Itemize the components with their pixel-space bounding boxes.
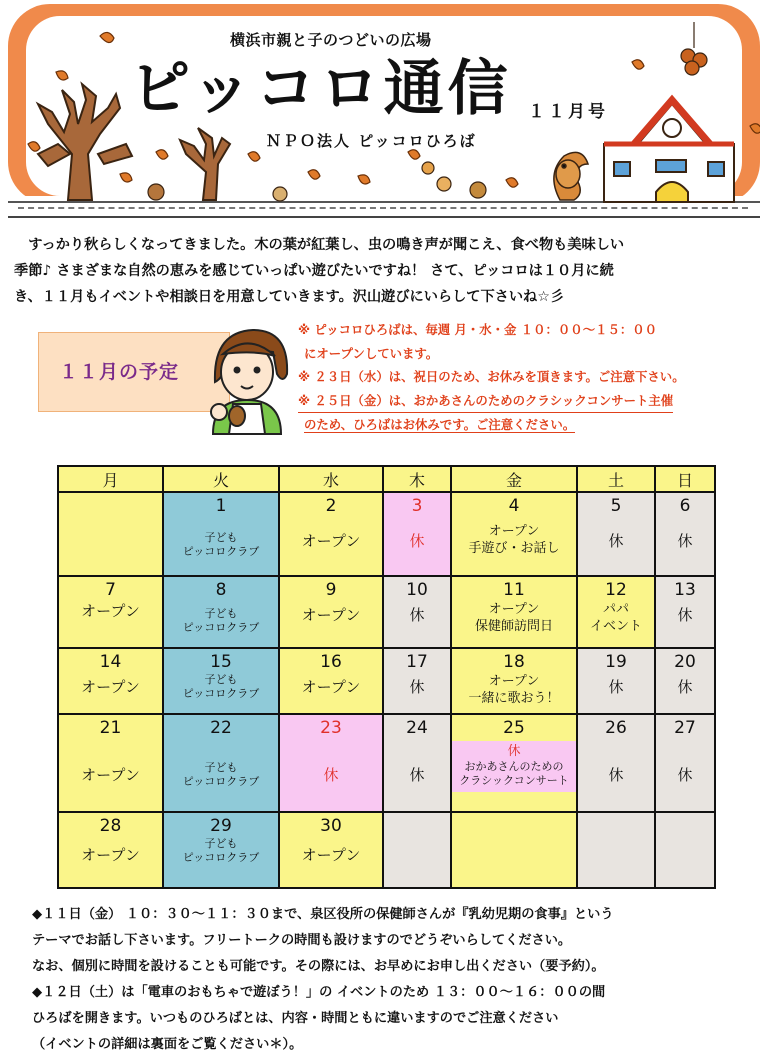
closed-label: 休 — [409, 766, 425, 784]
day-number: 20 — [674, 652, 696, 672]
calendar-cell-empty — [655, 812, 715, 888]
day-number: 6 — [679, 496, 691, 516]
calendar-cell — [279, 492, 383, 576]
calendar-cell — [383, 714, 451, 812]
open-label: オープン — [301, 846, 361, 864]
day-number: 26 — [605, 718, 627, 738]
calendar-cell — [58, 576, 163, 648]
notice-line: ※ ２３日（水）は、祝日のため、お休みを頂きます。ご注意下さい。 — [298, 369, 685, 384]
notice-line: ※ ２５日（金）は、おかあさんのためのクラシックコンサート主催 — [298, 389, 673, 414]
open-label: オープン — [301, 532, 361, 550]
closed-label: 休 — [677, 678, 693, 696]
closed-label: 休 — [677, 532, 693, 550]
closed-label: 休 — [507, 744, 521, 759]
event-label: ピッコロクラブ — [182, 687, 260, 700]
event-label: ピッコロクラブ — [182, 851, 260, 864]
squirrel-icon — [554, 152, 588, 200]
calendar-week-row — [58, 648, 715, 714]
calendar-cell — [163, 812, 279, 888]
closed-label: 休 — [677, 766, 693, 784]
calendar-cell — [163, 576, 279, 648]
day-number: 3 — [411, 496, 423, 516]
event-label: 保健師訪問日 — [474, 619, 553, 634]
calendar-cell-empty — [383, 812, 451, 888]
calendar-cell — [58, 648, 163, 714]
calendar-week-row — [58, 576, 715, 648]
calendar-week-row — [58, 492, 715, 576]
weekday-header: 火 — [163, 466, 279, 492]
event-notes — [32, 902, 752, 1058]
schedule-heading: １１月の予定 — [59, 361, 180, 383]
small-tree-icon — [180, 128, 230, 200]
open-label: オープン — [81, 678, 140, 696]
intro-line: すっかり秋らしくなってきました。木の葉が紅葉し、虫の鳴き声が聞こえ、食べ物も美味しい — [14, 237, 625, 253]
note-line: テーマでお話し下さいます。フリートークの時間も設けますのでどうぞいらしてください。 — [32, 933, 572, 948]
event-label: ピッコロクラブ — [182, 545, 260, 558]
day-number: 13 — [674, 580, 696, 600]
day-number: 16 — [320, 652, 342, 672]
newsletter-header — [8, 4, 760, 222]
calendar-week-row — [58, 812, 715, 888]
calendar-cell-empty — [58, 492, 163, 576]
notice-line: にオープンしています。 — [304, 345, 439, 361]
event-label: パパ — [602, 602, 629, 617]
npo-name: ＮＰＯ法人 ピッコロひろば — [266, 132, 477, 150]
closed-label: 休 — [608, 678, 624, 696]
day-number: 8 — [215, 580, 227, 600]
note-line: ◆１１日（金） １０：３０～１１：３０まで、泉区役所の保健師さんが『乳幼児期の食事』という — [32, 907, 614, 922]
closed-label: 休 — [608, 532, 624, 550]
closed-label: 休 — [608, 766, 624, 784]
concert-event-box — [452, 741, 576, 792]
open-label: オープン — [81, 766, 140, 784]
event-label: 子ども — [204, 837, 238, 850]
open-label: オープン — [81, 602, 140, 620]
note-line: なお、個別に時間を設けることも可能です。その際には、お早めにお申し出ください（要予約）。 — [32, 959, 605, 974]
calendar-cell — [58, 812, 163, 888]
intro-line: き、１１月もイベントや相談日を用意していきます。沢山遊びにいらして下さいね☆彡 — [14, 289, 565, 305]
notice-line: ※ ピッコロひろばは、毎週 月・水・金 １０：００～１５：００ — [298, 322, 658, 337]
open-label: オープン — [301, 678, 361, 696]
calendar-cell — [163, 648, 279, 714]
calendar-cell — [451, 648, 577, 714]
day-number: 1 — [215, 496, 227, 516]
event-label: ピッコロクラブ — [182, 775, 260, 788]
weekday-header: 金 — [451, 466, 577, 492]
event-label: 一緒に歌おう！ — [468, 691, 560, 706]
event-label: クラシックコンサート — [459, 774, 569, 787]
day-number: 11 — [503, 580, 525, 600]
calendar-cell — [577, 576, 655, 648]
intro-paragraph — [14, 232, 754, 310]
day-number: 28 — [99, 816, 122, 836]
day-number: 25 — [503, 718, 525, 738]
open-label: オープン — [81, 846, 140, 864]
calendar-cell — [451, 714, 577, 812]
calendar-cell — [577, 648, 655, 714]
closed-label: 休 — [409, 606, 425, 624]
event-label: 手遊び・お話し — [468, 541, 560, 556]
weekday-header: 水 — [279, 466, 383, 492]
calendar-cell-empty — [451, 812, 577, 888]
calendar-cell — [279, 576, 383, 648]
calendar-cell — [58, 714, 163, 812]
calendar-cell — [577, 714, 655, 812]
calendar-cell — [383, 576, 451, 648]
day-number: 7 — [105, 580, 116, 600]
event-label: 子ども — [204, 531, 238, 544]
weekday-header: 月 — [58, 466, 163, 492]
closed-label: 休 — [677, 606, 693, 624]
issue-number: １１月号 — [528, 102, 608, 122]
hanging-fruit-icon — [681, 22, 707, 75]
calendar-cell — [279, 812, 383, 888]
calendar-cell — [655, 492, 715, 576]
day-number: 27 — [674, 718, 696, 738]
event-label: 子ども — [204, 607, 238, 620]
calendar-cell — [655, 576, 715, 648]
schedule-notices — [298, 318, 748, 437]
day-number: 4 — [508, 496, 520, 516]
day-number: 18 — [503, 652, 525, 672]
event-label: 子ども — [204, 673, 238, 686]
weekday-header: 日 — [655, 466, 715, 492]
calendar-cell — [451, 492, 577, 576]
school-building-icon — [604, 100, 734, 202]
open-label: オープン — [488, 524, 540, 539]
calendar-cell — [383, 648, 451, 714]
note-line: ひろばを開きます。いつものひろばとは、内容・時間ともに違いますのでご注意ください — [32, 1011, 559, 1026]
note-line: （イベントの詳細は裏面をご覧ください＊）。 — [32, 1037, 303, 1052]
day-number: 14 — [99, 652, 122, 672]
weekday-header: 土 — [577, 466, 655, 492]
day-number: 15 — [210, 652, 232, 672]
calendar-cell — [279, 648, 383, 714]
autumn-tree-icon — [38, 84, 132, 200]
calendar-cell — [655, 714, 715, 812]
note-line: ◆１２日（土）は「電車のおもちゃで遊ぼう！」の イベントのため １３：００～１６：００の間 — [32, 985, 606, 1000]
open-label: オープン — [488, 674, 540, 689]
day-number: 17 — [406, 652, 428, 672]
november-calendar — [57, 465, 716, 889]
event-label: ピッコロクラブ — [182, 621, 260, 634]
day-number: 22 — [210, 718, 232, 738]
day-number: 29 — [210, 816, 232, 836]
closed-label: 休 — [323, 766, 339, 784]
calendar-cell — [451, 576, 577, 648]
open-label: オープン — [301, 606, 361, 624]
leaf-icon — [100, 32, 114, 42]
calendar-cell-empty — [577, 812, 655, 888]
organization-line: 横浜市親と子のつどいの広場 — [230, 31, 432, 49]
calendar-cell — [279, 714, 383, 812]
intro-line: 季節♪ さまざまな自然の恵みを感じていっぱい遊びたいですね！ さて、ピッコロは１０月に続 — [14, 263, 614, 279]
calendar-cell — [163, 714, 279, 812]
weekday-header-row — [58, 466, 715, 492]
weekday-header: 木 — [383, 466, 451, 492]
day-number: 21 — [99, 718, 122, 738]
day-number: 23 — [320, 718, 342, 738]
day-number: 9 — [325, 580, 337, 600]
closed-label: 休 — [409, 678, 425, 696]
day-number: 10 — [406, 580, 428, 600]
day-number: 12 — [605, 580, 627, 600]
day-number: 19 — [605, 652, 627, 672]
closed-label: 休 — [409, 532, 425, 550]
notice-line: のため、ひろばはお休みです。ご注意ください。 — [304, 417, 576, 432]
day-number: 24 — [406, 718, 428, 738]
open-label: オープン — [488, 602, 540, 617]
calendar-cell — [163, 492, 279, 576]
day-number: 2 — [325, 496, 337, 516]
calendar-cell — [577, 492, 655, 576]
event-label: イベント — [589, 619, 642, 634]
day-number: 30 — [320, 816, 342, 836]
newsletter-title: ピッコロ通信 — [130, 54, 512, 124]
event-label: 子ども — [204, 761, 238, 774]
calendar-cell — [655, 648, 715, 714]
acorn-icon — [148, 184, 164, 200]
calendar-cell — [383, 492, 451, 576]
calendar-week-row — [58, 714, 715, 812]
day-number: 5 — [610, 496, 622, 516]
event-label: おかあさんのための — [464, 760, 564, 773]
girl-character-icon — [185, 312, 295, 440]
